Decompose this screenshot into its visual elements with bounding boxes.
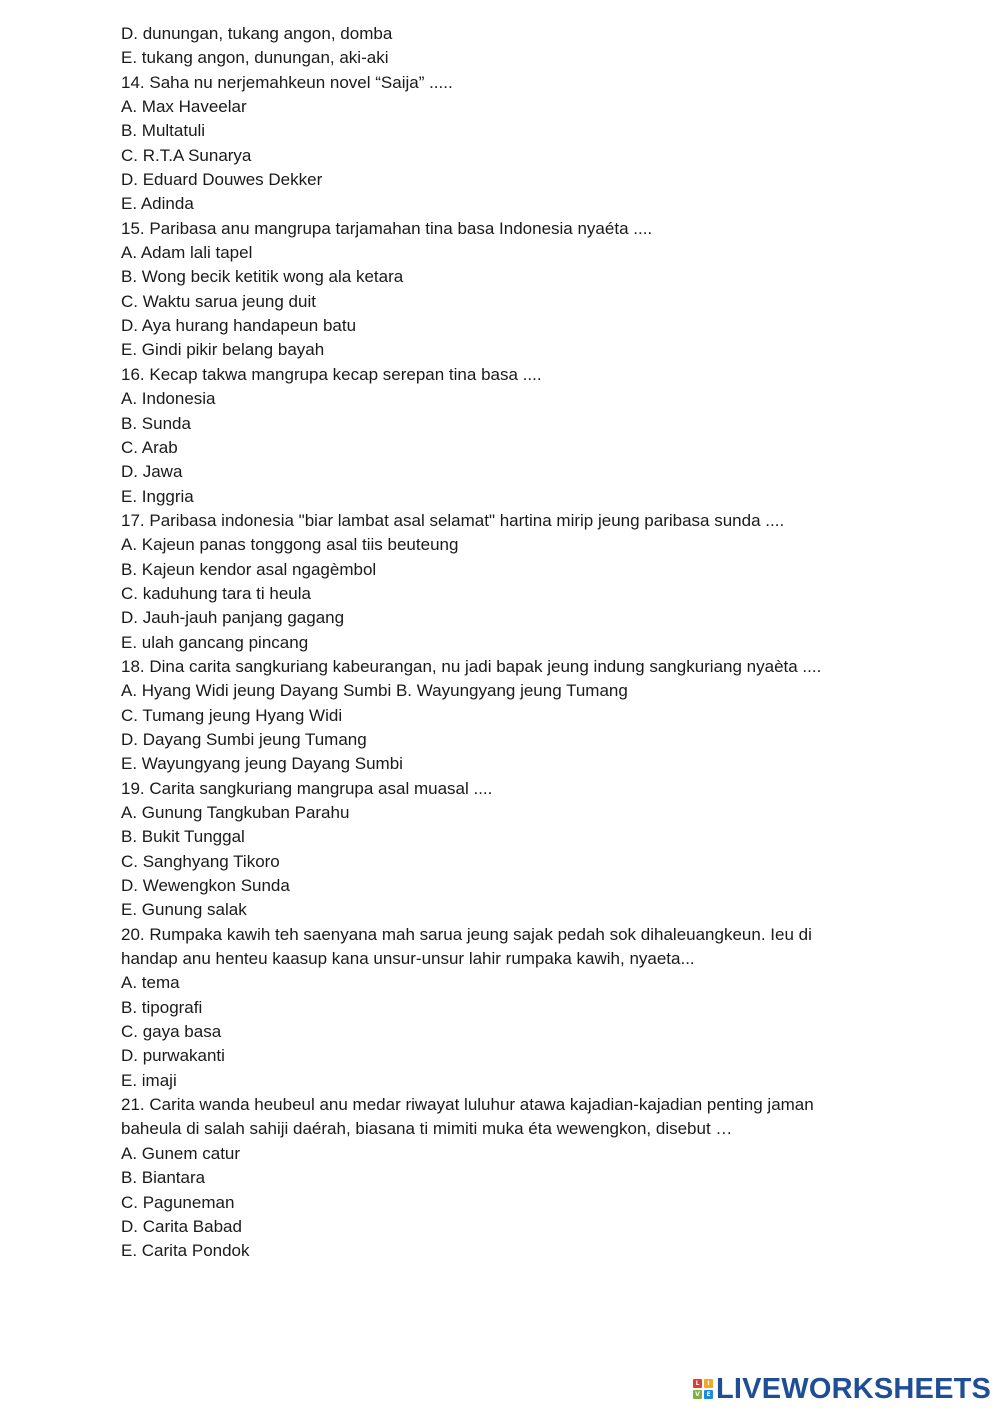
logo-mark-cell: E	[704, 1390, 713, 1399]
logo-mark-cell: L	[693, 1379, 702, 1388]
option-e: E. ulah gancang pincang	[121, 632, 309, 652]
option-a: A. Gunem catur	[121, 1143, 241, 1163]
option-b: B. Multatuli	[121, 121, 206, 141]
option-a: A. Adam lali tapel	[121, 243, 253, 263]
option-c: C. Arab	[121, 437, 178, 457]
question-21-continued: baheula di salah sahiji daérah, biasana ti mimiti muka éta wewengkon, disebut …	[121, 1119, 733, 1139]
option-a: A. Gunung Tangkuban Parahu	[121, 803, 350, 822]
option-d: D. Wewengkon Sunda	[121, 876, 290, 896]
question-21: 21. Carita wanda heubeul anu medar riwayat luluhur atawa kajadian-kajadian penting jaman	[121, 1095, 814, 1115]
question-16: 16. Kecap takwa mangrupa kecap serepan tina basa ....	[121, 364, 542, 384]
option-b: B. tipografi	[121, 997, 203, 1017]
option-e: E. Adinda	[121, 194, 194, 214]
question-14: 14. Saha nu nerjemahkeun novel “Saija” .....	[121, 72, 453, 92]
option-a: A. Max Haveelar	[121, 97, 247, 117]
question-15: 15. Paribasa anu mangrupa tarjamahan tina basa Indonesia nyaéta ....	[121, 218, 653, 238]
logo-mark-cell: V	[693, 1390, 702, 1399]
option-d: D. Carita Babad	[121, 1216, 242, 1236]
option-e: E. Inggria	[121, 486, 194, 506]
option-d: D. Eduard Douwes Dekker	[121, 170, 323, 190]
option-b: B. Kajeun kendor asal ngagèmbol	[121, 559, 377, 579]
option-a: A. Kajeun panas tonggong asal tiis beuteung	[121, 535, 459, 555]
option-a: A. tema	[121, 973, 180, 993]
logo-mark-icon	[693, 1379, 713, 1399]
option-c: C. Paguneman	[121, 1192, 235, 1212]
option-c: C. Sanghyang Tikoro	[121, 851, 280, 871]
option-b: B. Bukit Tunggal	[121, 827, 245, 847]
option-d: D. purwakanti	[121, 1046, 225, 1066]
option-c: C. Waktu sarua jeung duit	[121, 291, 316, 311]
option-d: D. Aya hurang handapeun batu	[121, 316, 357, 336]
option-b: B. Biantara	[121, 1168, 206, 1188]
option-e: E. Wayungyang jeung Dayang Sumbi	[121, 754, 403, 774]
option-d: D. Dayang Sumbi jeung Tumang	[121, 729, 367, 749]
question-18: 18. Dina carita sangkuriang kabeurangan, nu jadi bapak jeung indung sangkuriang nyaèta ....	[121, 656, 822, 676]
option-c: C. kaduhung tara ti heula	[121, 583, 311, 603]
option-e: E. tukang angon, dunungan, aki-aki	[121, 48, 389, 68]
option-e: E. Gindi pikir belang bayah	[121, 340, 325, 360]
question-20-continued: handap anu henteu kaasup kana unsur-unsur lahir rumpaka kawih, nyaeta...	[121, 949, 695, 969]
option-a-b: A. Hyang Widi jeung Dayang Sumbi B. Wayungyang jeung Tumang	[121, 681, 628, 701]
liveworksheets-logo	[693, 1374, 991, 1404]
question-20: 20. Rumpaka kawih teh saenyana mah sarua jeung sajak pedah sok dihaleuangkeun. Ieu di	[121, 924, 812, 944]
question-19: 19. Carita sangkuriang mangrupa asal muasal ....	[121, 778, 493, 798]
option-e: E. Carita Pondok	[121, 1241, 250, 1261]
option-a: A. Indonesia	[121, 389, 216, 409]
option-d: D. dunungan, tukang angon, domba	[121, 24, 393, 43]
question-17: 17. Paribasa indonesia "biar lambat asal selamat" hartina mirip jeung paribasa sunda ....	[121, 510, 785, 530]
worksheet-text	[121, 22, 881, 1264]
logo-text: LIVEWORKSHEETS	[716, 1373, 992, 1405]
option-d: D. Jauh-jauh panjang gagang	[121, 608, 345, 628]
option-e: E. imaji	[121, 1070, 177, 1090]
option-c: C. gaya basa	[121, 1022, 222, 1042]
option-e: E. Gunung salak	[121, 900, 247, 920]
logo-mark-cell: I	[704, 1379, 713, 1388]
option-b: B. Wong becik ketitik wong ala ketara	[121, 267, 404, 287]
option-d: D. Jawa	[121, 462, 183, 482]
option-c: C. R.T.A Sunarya	[121, 145, 252, 165]
option-b: B. Sunda	[121, 413, 191, 433]
option-c: C. Tumang jeung Hyang Widi	[121, 705, 343, 725]
